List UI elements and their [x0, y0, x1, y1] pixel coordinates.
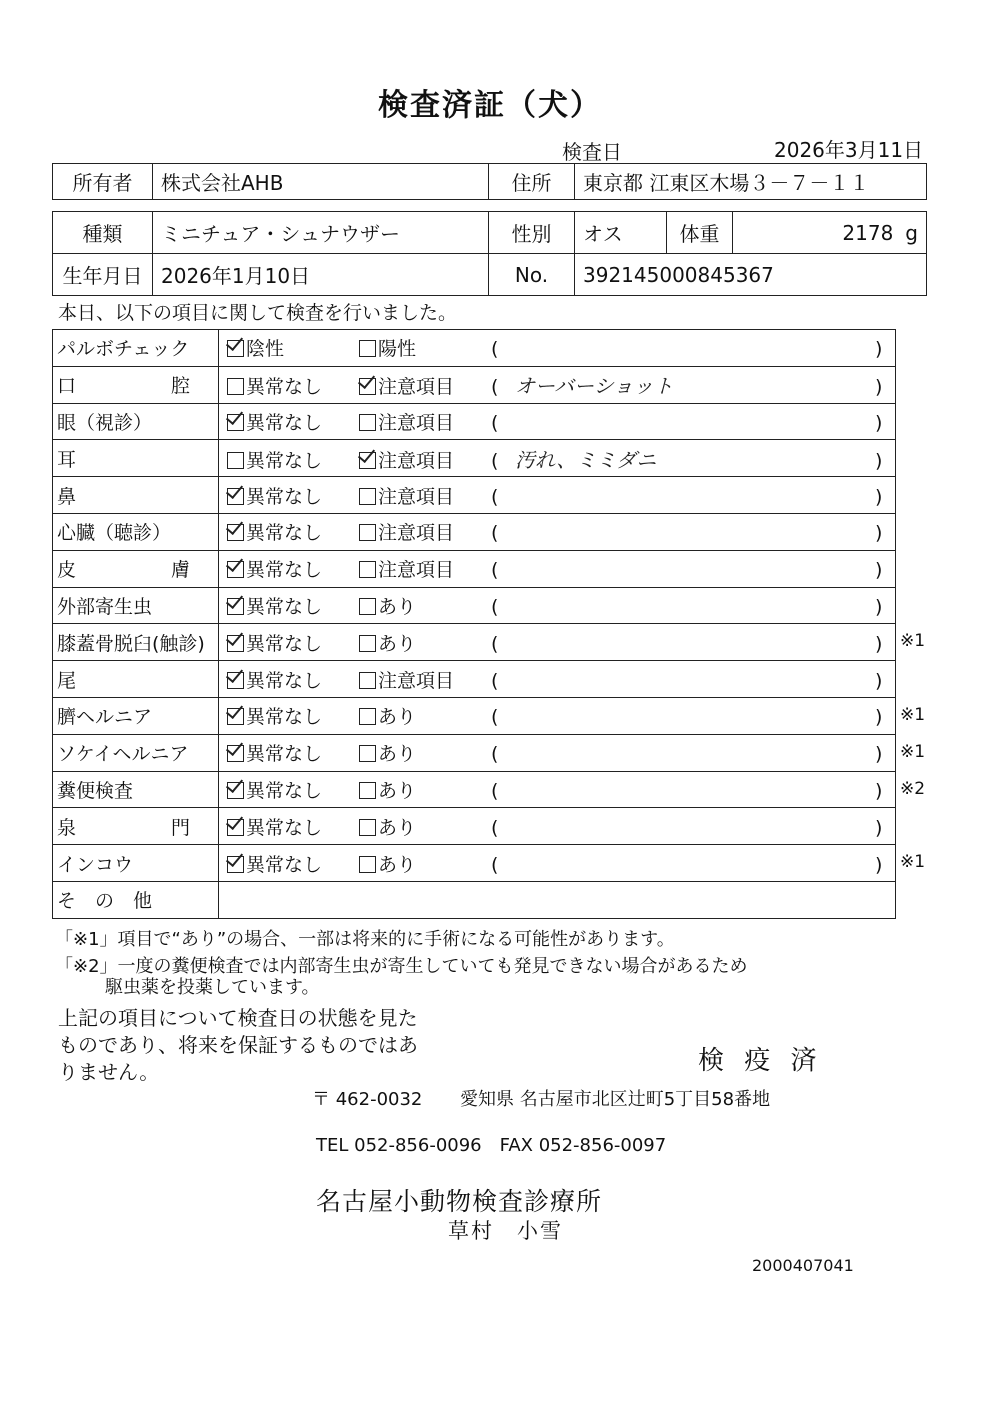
option-1: [227, 408, 359, 435]
checkbox: [227, 524, 244, 541]
option-2-label: 注意項目: [378, 522, 455, 545]
paren-open: (: [491, 669, 499, 692]
checkbox: [227, 488, 244, 505]
option-1-label: 異常なし: [246, 669, 323, 692]
paren-close: ): [875, 595, 883, 618]
exam-item-label: ソケイヘルニア: [53, 734, 219, 771]
footnote-2-continued: 駆虫薬を投薬しています。: [105, 977, 320, 998]
checkbox: [359, 340, 376, 357]
document-number: 2000407041: [752, 1256, 854, 1275]
option-2-label: あり: [378, 816, 417, 839]
checkbox: [227, 856, 244, 873]
pet-table: [52, 211, 927, 296]
checkbox: [227, 340, 244, 357]
option-2: [359, 446, 491, 473]
option-1: [227, 629, 359, 656]
handwritten-note: 汚れ、ミミダニ: [515, 447, 657, 472]
exam-item-label: 膝蓋骨脱臼(触診): [53, 624, 219, 661]
weight-cell: [733, 212, 927, 254]
exam-item-label: パルボチェック: [53, 330, 219, 367]
option-2: [359, 482, 491, 509]
option-1-label: 異常なし: [246, 853, 323, 876]
exam-item-label: 眼（視診）: [53, 403, 219, 440]
paren-close: ): [875, 743, 883, 766]
exam-row: [53, 403, 896, 440]
exam-row-other: [53, 881, 896, 918]
option-1-label: 異常なし: [246, 632, 323, 655]
checkbox: [227, 452, 244, 469]
no-label: No.: [489, 254, 575, 296]
checkbox: [359, 414, 376, 431]
exam-result: [219, 845, 896, 882]
no-value: 392145000845367: [575, 254, 927, 296]
exam-item-label: 鼻: [53, 477, 219, 514]
weight-label: 体重: [667, 212, 733, 254]
address-value: 東京都 江東区木場３－７－１１: [575, 164, 927, 200]
paren-open: (: [491, 743, 499, 766]
option-2: [359, 334, 491, 361]
option-2-label: 注意項目: [378, 669, 455, 692]
option-2: [359, 776, 491, 803]
checkbox: [227, 598, 244, 615]
option-2-label: あり: [378, 595, 417, 618]
intro-text: 本日、以下の項目に関して検査を行いました。: [58, 302, 458, 324]
exam-rows: [53, 330, 896, 919]
owner-value: 株式会社AHB: [153, 164, 489, 200]
sex-value: オス: [575, 212, 667, 254]
paren-open: (: [491, 485, 499, 508]
exam-item-label: 口 腔: [53, 366, 219, 403]
exam-row: [53, 808, 896, 845]
option-2-label: あり: [378, 743, 417, 766]
option-2: [359, 408, 491, 435]
paren-close: ): [875, 522, 883, 545]
reference-mark: ※1: [900, 852, 926, 873]
option-2: [359, 702, 491, 729]
other-value: [219, 881, 896, 918]
exam-result: [219, 550, 896, 587]
exam-result: [219, 697, 896, 734]
paren-open: (: [491, 559, 499, 582]
vet-name: 草村 小雪: [448, 1219, 563, 1243]
exam-result: [219, 771, 896, 808]
checkbox: [359, 708, 376, 725]
paren-close: ): [875, 411, 883, 434]
exam-item-label: 外部寄生虫: [53, 587, 219, 624]
exam-item-label: 心臓（聴診）: [53, 513, 219, 550]
paren-close: ): [875, 449, 883, 472]
dob-value: 2026年1月10日: [153, 254, 489, 296]
exam-item-label: 耳: [53, 440, 219, 477]
breed-value: ミニチュア・シュナウザー: [153, 212, 489, 254]
option-1-label: 陰性: [246, 338, 285, 361]
option-1: [227, 776, 359, 803]
paren-close: ): [875, 338, 883, 361]
option-2: [359, 518, 491, 545]
weight-unit: g: [905, 220, 918, 245]
option-2-label: あり: [378, 853, 417, 876]
option-2-label: あり: [378, 706, 417, 729]
checkbox: [227, 635, 244, 652]
checkbox: [227, 378, 244, 395]
exam-item-label: 尾: [53, 661, 219, 698]
clinic-tel-fax: TEL 052-856-0096 FAX 052-856-0097: [316, 1135, 667, 1156]
exam-row: [53, 734, 896, 771]
footnote-2: 「※2」一度の糞便検査では内部寄生虫が寄生していても発見できない場合があるため: [55, 956, 748, 977]
option-2-label: 陽性: [378, 338, 417, 361]
document-title: 検査済証（犬）: [378, 88, 602, 123]
option-1: [227, 739, 359, 766]
exam-row: [53, 513, 896, 550]
option-2-label: 注意項目: [378, 449, 455, 472]
exam-row: [53, 845, 896, 882]
paren-open: (: [491, 853, 499, 876]
clinic-postal: 〒 462-0032: [312, 1089, 423, 1110]
paren-open: (: [491, 632, 499, 655]
exam-row: [53, 771, 896, 808]
option-1-label: 異常なし: [246, 559, 323, 582]
disclaimer: 上記の項目について検査日の状態を見たものであり、将来を保証するものではありません。: [58, 1006, 418, 1084]
checkbox: [359, 378, 376, 395]
exam-result: [219, 440, 896, 477]
reference-mark: ※1: [900, 705, 926, 725]
option-1: [227, 592, 359, 619]
exam-table: [52, 329, 896, 919]
paren-open: (: [491, 411, 499, 434]
exam-row: [53, 550, 896, 587]
option-2-label: 注意項目: [378, 559, 455, 582]
checkbox: [359, 488, 376, 505]
exam-result: [219, 403, 896, 440]
option-2: [359, 739, 491, 766]
paren-open: (: [491, 595, 499, 618]
option-1-label: 異常なし: [246, 779, 323, 802]
exam-date-label: 検査日: [562, 140, 622, 164]
paren-close: ): [875, 632, 883, 655]
exam-result: [219, 808, 896, 845]
exam-item-label: 皮 膚: [53, 550, 219, 587]
paren-open: (: [491, 706, 499, 729]
exam-row: [53, 440, 896, 477]
option-1-label: 異常なし: [246, 595, 323, 618]
paren-open: (: [491, 522, 499, 545]
option-2: [359, 629, 491, 656]
exam-result: [219, 624, 896, 661]
checkbox: [359, 672, 376, 689]
breed-label: 種類: [53, 212, 153, 254]
exam-result: [219, 661, 896, 698]
exam-item-label: 臍ヘルニア: [53, 697, 219, 734]
sex-label: 性別: [489, 212, 575, 254]
address-label: 住所: [489, 164, 575, 200]
option-1-label: 異常なし: [246, 522, 323, 545]
checkbox: [359, 452, 376, 469]
clinic-name: 名古屋小動物検査診療所: [316, 1187, 603, 1216]
paren-open: (: [491, 449, 499, 472]
exam-row: [53, 624, 896, 661]
option-1-label: 異常なし: [246, 411, 323, 434]
exam-row: [53, 477, 896, 514]
checkbox: [359, 782, 376, 799]
option-1-label: 異常なし: [246, 743, 323, 766]
paren-open: (: [491, 376, 499, 399]
option-2: [359, 592, 491, 619]
option-1: [227, 850, 359, 877]
option-1: [227, 334, 359, 361]
exam-date-value: 2026年3月11日: [774, 138, 924, 162]
paren-open: (: [491, 816, 499, 839]
exam-result: [219, 366, 896, 403]
exam-item-label: インコウ: [53, 845, 219, 882]
option-1: [227, 372, 359, 399]
checkbox: [359, 598, 376, 615]
option-1: [227, 666, 359, 693]
checkbox: [359, 561, 376, 578]
paren-close: ): [875, 779, 883, 802]
option-2-label: 注意項目: [378, 411, 455, 434]
paren-close: ): [875, 816, 883, 839]
exam-row: [53, 330, 896, 367]
option-1-label: 異常なし: [246, 706, 323, 729]
handwritten-note: オーバーショット: [515, 374, 674, 399]
paren-open: (: [491, 779, 499, 802]
option-2: [359, 813, 491, 840]
checkbox: [227, 561, 244, 578]
weight-value: 2178: [842, 220, 894, 245]
exam-result: [219, 477, 896, 514]
clinic-address: 愛知県 名古屋市北区辻町5丁目58番地: [460, 1089, 771, 1110]
exam-item-label: 糞便検査: [53, 771, 219, 808]
option-2-label: あり: [378, 779, 417, 802]
checkbox: [359, 819, 376, 836]
option-1-label: 異常なし: [246, 449, 323, 472]
exam-result: [219, 734, 896, 771]
exam-result: [219, 587, 896, 624]
option-2: [359, 555, 491, 582]
exam-result: [219, 330, 896, 367]
paren-close: ): [875, 485, 883, 508]
option-2-label: あり: [378, 632, 417, 655]
paren-close: ): [875, 669, 883, 692]
checkbox: [359, 635, 376, 652]
owner-label: 所有者: [53, 164, 153, 200]
checkbox: [359, 856, 376, 873]
reference-mark: ※2: [900, 778, 926, 799]
paren-close: ): [875, 706, 883, 729]
option-2: [359, 372, 491, 399]
exam-row: [53, 697, 896, 734]
option-1: [227, 446, 359, 473]
footnote-1: 「※1」項目で“あり”の場合、一部は将来的に手術になる可能性があります。: [55, 929, 675, 950]
other-label: そ の 他: [53, 881, 219, 918]
owner-table: [52, 163, 927, 200]
reference-mark: ※1: [900, 631, 926, 652]
paren-close: ): [875, 559, 883, 582]
checkbox: [227, 708, 244, 725]
dob-label: 生年月日: [53, 254, 153, 296]
exam-row: [53, 587, 896, 624]
option-1: [227, 482, 359, 509]
checkbox: [227, 745, 244, 762]
option-1: [227, 702, 359, 729]
exam-item-label: 泉 門: [53, 808, 219, 845]
option-1: [227, 813, 359, 840]
option-1-label: 異常なし: [246, 485, 323, 508]
option-2-label: 注意項目: [378, 485, 455, 508]
checkbox: [227, 819, 244, 836]
exam-result: [219, 513, 896, 550]
reference-mark: ※1: [900, 741, 926, 762]
exam-row: [53, 366, 896, 403]
exam-row: [53, 661, 896, 698]
checkbox: [359, 524, 376, 541]
option-1-label: 異常なし: [246, 376, 323, 399]
checkbox: [359, 745, 376, 762]
option-2: [359, 666, 491, 693]
option-2: [359, 850, 491, 877]
option-1: [227, 555, 359, 582]
paren-open: (: [491, 338, 499, 361]
option-2-label: 注意項目: [378, 376, 455, 399]
checkbox: [227, 672, 244, 689]
checkbox: [227, 782, 244, 799]
option-1-label: 異常なし: [246, 816, 323, 839]
inspected-stamp: 検 疫 済: [698, 1046, 823, 1076]
paren-close: ): [875, 853, 883, 876]
option-1: [227, 518, 359, 545]
checkbox: [227, 414, 244, 431]
paren-close: ): [875, 376, 883, 399]
